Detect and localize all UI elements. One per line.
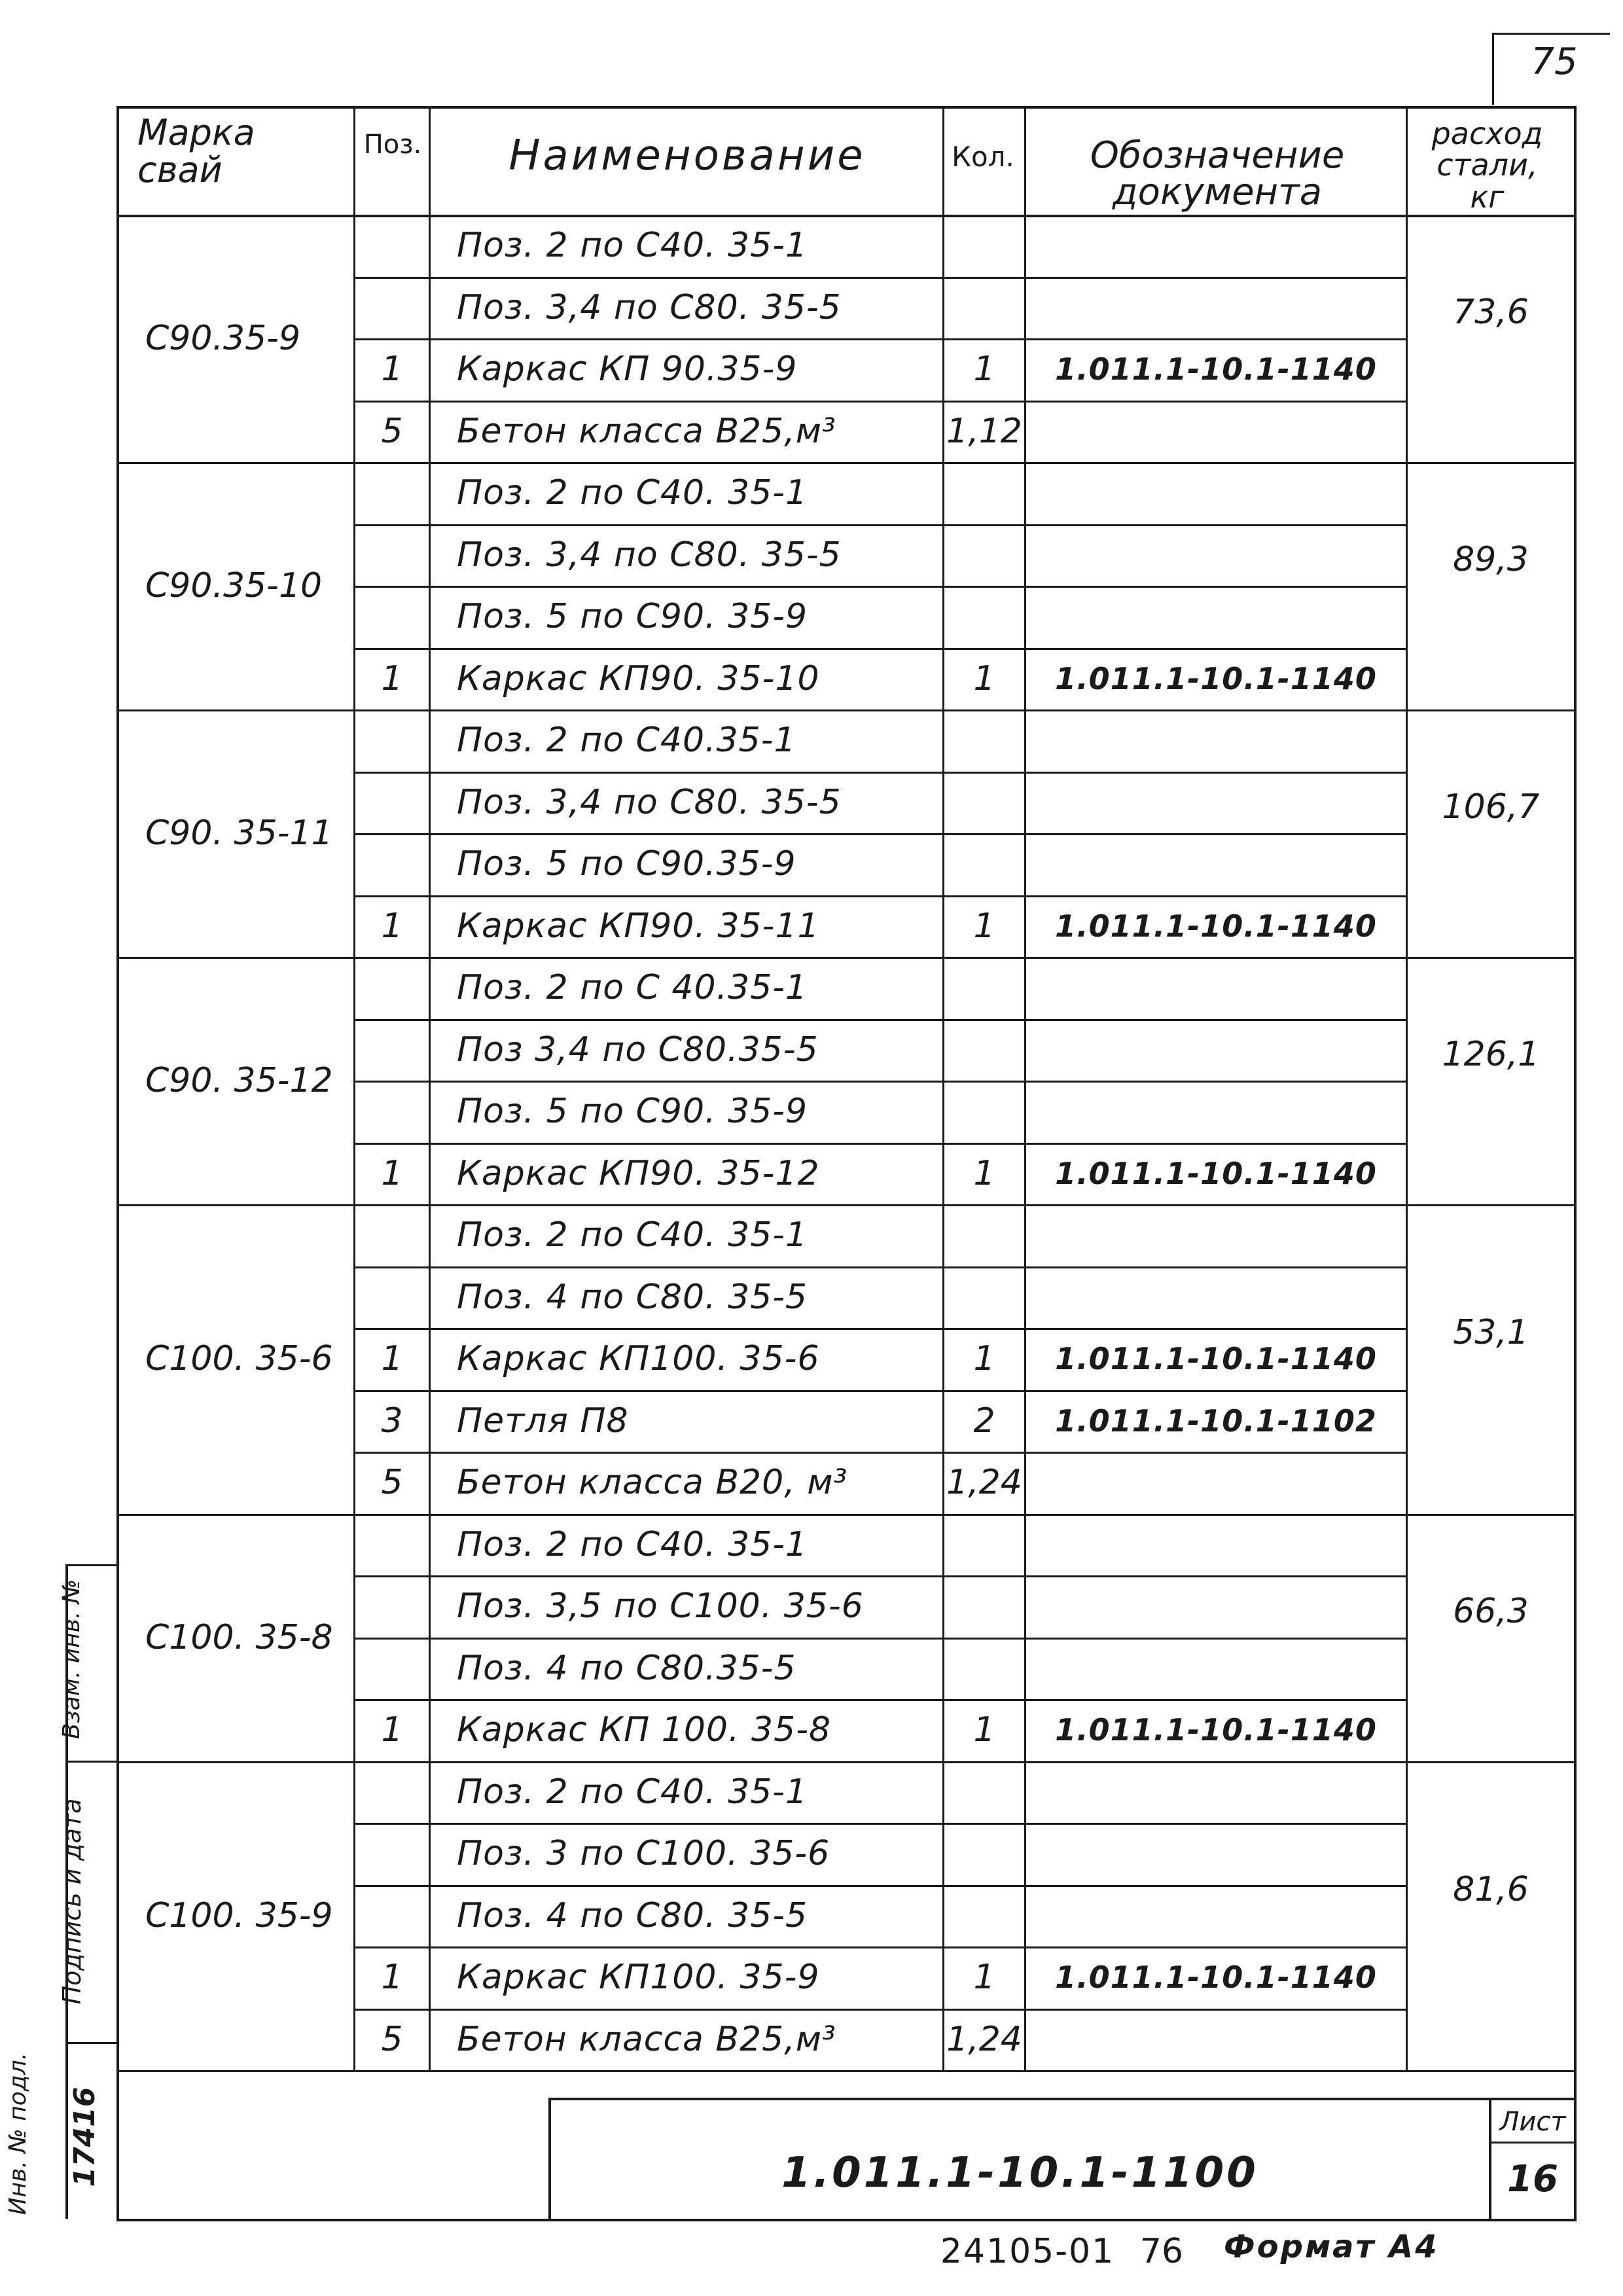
position-number — [355, 1575, 429, 1638]
page-number: 75 — [1531, 41, 1578, 83]
header-steel: расход стали, кг — [1431, 116, 1543, 215]
document-reference: 1.011.1-10.1-1140 — [1055, 1155, 1377, 1191]
pile-mark: С90. 35-12 — [145, 1061, 333, 1100]
pile-mark: С90.35-10 — [145, 566, 323, 605]
document-reference: 1.011.1-10.1-1140 — [1055, 1712, 1377, 1748]
item-quantity — [944, 1266, 1024, 1329]
item-quantity: 1 — [973, 1958, 995, 1998]
document-reference — [1026, 1823, 1406, 1885]
document-reference — [1026, 1081, 1406, 1143]
item-name: Поз. 2 по С40. 35-1 — [457, 1524, 808, 1564]
steel-consumption: 126,1 — [1442, 1035, 1540, 1074]
item-quantity: 1 — [973, 906, 995, 946]
item-name: Поз. 5 по С90. 35-9 — [457, 597, 808, 637]
document-reference — [1026, 1019, 1406, 1081]
steel-consumption: 81,6 — [1453, 1869, 1529, 1909]
item-quantity — [944, 709, 1024, 772]
position-number: 5 — [381, 411, 403, 451]
document-reference: 1.011.1-10.1-1140 — [1055, 1960, 1377, 1996]
item-quantity: 1 — [973, 1339, 995, 1379]
item-quantity — [944, 833, 1024, 895]
position-number: 3 — [381, 1401, 403, 1441]
document-reference — [1026, 586, 1406, 648]
sheet-label: Лист — [1499, 2107, 1566, 2137]
position-number — [355, 462, 429, 524]
document-reference: 1.011.1-10.1-1140 — [1055, 1341, 1377, 1377]
document-reference — [1026, 833, 1406, 895]
item-name: Поз. 3,4 по С80. 35-5 — [457, 535, 842, 575]
item-quantity: 1 — [973, 1153, 995, 1193]
item-name: Бетон класса В25,м³ — [457, 2019, 836, 2059]
document-reference — [1026, 772, 1406, 834]
item-name: Каркас КП 90.35-9 — [457, 350, 798, 389]
header-pos: Поз. — [363, 130, 422, 160]
item-quantity — [944, 462, 1024, 524]
item-quantity: 1,12 — [946, 411, 1022, 451]
position-number — [355, 1019, 429, 1081]
item-name: Каркас КП90. 35-11 — [457, 906, 820, 946]
header-doc: Обозначение документа — [1090, 134, 1345, 213]
item-name: Поз. 3,4 по С80. 35-5 — [457, 782, 842, 822]
item-name: Поз. 3,5 по С100. 35-6 — [457, 1587, 864, 1626]
item-quantity: 1 — [973, 350, 995, 389]
sheet-number: 16 — [1507, 2158, 1558, 2200]
position-number — [355, 957, 429, 1019]
document-reference — [1026, 1761, 1406, 1823]
document-reference — [1026, 1514, 1406, 1576]
position-number: 1 — [381, 1153, 403, 1193]
item-quantity — [944, 524, 1024, 586]
document-reference — [1026, 462, 1406, 524]
item-quantity: 1 — [973, 1710, 995, 1750]
document-reference: 1.011.1-10.1-1140 — [1055, 908, 1377, 944]
pile-mark: С90.35-9 — [145, 319, 301, 358]
side-inv-podl-value: 17416 — [68, 2087, 101, 2187]
position-number — [355, 524, 429, 586]
item-name: Каркас КП 100. 35-8 — [457, 1710, 832, 1750]
document-reference — [1026, 1204, 1406, 1266]
item-name: Поз. 2 по С40. 35-1 — [457, 226, 808, 266]
item-quantity — [944, 277, 1024, 339]
document-reference: 1.011.1-10.1-1140 — [1055, 660, 1377, 696]
position-number: 1 — [381, 658, 403, 698]
position-number: 1 — [381, 1958, 403, 1998]
position-number: 1 — [381, 1339, 403, 1379]
steel-consumption: 73,6 — [1453, 293, 1529, 332]
format-label: Формат А4 — [1224, 2229, 1439, 2265]
header-mark: Марка свай — [137, 112, 255, 190]
document-reference: 1.011.1-10.1-1102 — [1055, 1403, 1377, 1439]
steel-consumption: 89,3 — [1453, 540, 1529, 579]
item-name: Каркас КП100. 35-6 — [457, 1339, 820, 1379]
position-number — [355, 1081, 429, 1143]
item-name: Поз. 5 по С90. 35-9 — [457, 1092, 808, 1132]
item-name: Поз. 3 по С100. 35-6 — [457, 1834, 830, 1874]
side-label-vzam: Взам. инв. № — [58, 1579, 85, 1740]
item-quantity: 1,24 — [946, 2019, 1022, 2059]
pile-mark: С100. 35-9 — [145, 1895, 333, 1935]
steel-consumption: 106,7 — [1442, 787, 1540, 827]
item-quantity — [944, 1204, 1024, 1266]
side-label-inv-podl: Инв. № подл. — [5, 2052, 31, 2215]
pile-mark: С90. 35-11 — [145, 814, 333, 853]
item-quantity — [944, 586, 1024, 648]
item-name: Петля П8 — [457, 1401, 629, 1441]
document-reference — [1026, 2009, 1406, 2071]
item-name: Поз. 2 по С40. 35-1 — [457, 1215, 808, 1255]
document-reference — [1026, 709, 1406, 772]
position-number: 1 — [381, 1710, 403, 1750]
document-reference — [1026, 1266, 1406, 1329]
item-quantity — [944, 1638, 1024, 1700]
item-name: Поз. 2 по С40. 35-1 — [457, 1772, 808, 1812]
position-number: 5 — [381, 2019, 403, 2059]
document-reference — [1026, 277, 1406, 339]
pile-mark: С100. 35-8 — [145, 1617, 333, 1657]
item-name: Поз 3,4 по С80.35-5 — [457, 1030, 819, 1069]
header-qty: Кол. — [952, 141, 1014, 173]
side-label-sign-date: Подпись и дата — [58, 1798, 86, 2005]
item-quantity — [944, 772, 1024, 834]
document-designation: 1.011.1-10.1-1100 — [781, 2149, 1258, 2197]
item-quantity — [944, 957, 1024, 1019]
steel-consumption: 66,3 — [1453, 1591, 1529, 1631]
item-name: Поз. 3,4 по С80. 35-5 — [457, 287, 842, 327]
item-quantity — [944, 215, 1024, 277]
header-name: Наименование — [508, 132, 866, 180]
position-number — [355, 772, 429, 834]
document-reference — [1026, 1452, 1406, 1514]
document-reference — [1026, 1885, 1406, 1947]
item-quantity — [944, 1823, 1024, 1885]
document-reference — [1026, 1575, 1406, 1638]
item-quantity — [944, 1514, 1024, 1576]
item-name: Поз. 4 по С80. 35-5 — [457, 1277, 808, 1317]
position-number: 5 — [381, 1463, 403, 1503]
item-name: Каркас КП90. 35-12 — [457, 1153, 820, 1193]
item-quantity — [944, 1885, 1024, 1947]
item-name: Поз. 2 по С 40.35-1 — [457, 968, 808, 1008]
item-name: Поз. 4 по С80. 35-5 — [457, 1895, 808, 1935]
item-quantity — [944, 1575, 1024, 1638]
steel-consumption: 53,1 — [1453, 1313, 1529, 1352]
position-number — [355, 1638, 429, 1700]
item-name: Каркас КП90. 35-10 — [457, 658, 820, 698]
item-quantity: 1,24 — [946, 1463, 1022, 1503]
document-reference — [1026, 957, 1406, 1019]
item-name: Бетон класса В20, м³ — [457, 1463, 848, 1503]
position-number — [355, 709, 429, 772]
item-name: Бетон класса В25,м³ — [457, 411, 836, 451]
position-number — [355, 586, 429, 648]
archive-number: 24105-01 — [940, 2232, 1115, 2271]
document-reference — [1026, 1638, 1406, 1700]
position-number — [355, 833, 429, 895]
position-number — [355, 1823, 429, 1885]
document-reference: 1.011.1-10.1-1140 — [1055, 351, 1377, 387]
item-quantity — [944, 1081, 1024, 1143]
item-name: Поз. 2 по С40. 35-1 — [457, 473, 808, 513]
item-name: Поз. 2 по С40.35-1 — [457, 721, 796, 761]
item-quantity: 1 — [973, 658, 995, 698]
position-number — [355, 1204, 429, 1266]
document-reference — [1026, 215, 1406, 277]
pile-mark: С100. 35-6 — [145, 1339, 333, 1379]
item-name: Поз. 4 по С80.35-5 — [457, 1648, 796, 1688]
position-number — [355, 1761, 429, 1823]
copy-number: 76 — [1139, 2232, 1184, 2271]
position-number — [355, 277, 429, 339]
position-number — [355, 1885, 429, 1947]
position-number — [355, 1514, 429, 1576]
position-number — [355, 215, 429, 277]
item-quantity: 2 — [973, 1401, 995, 1441]
item-name: Поз. 5 по С90.35-9 — [457, 844, 796, 884]
position-number — [355, 1266, 429, 1329]
position-number: 1 — [381, 906, 403, 946]
document-reference — [1026, 401, 1406, 463]
document-reference — [1026, 524, 1406, 586]
item-quantity — [944, 1019, 1024, 1081]
item-name: Каркас КП100. 35-9 — [457, 1958, 820, 1998]
item-quantity — [944, 1761, 1024, 1823]
position-number: 1 — [381, 350, 403, 389]
